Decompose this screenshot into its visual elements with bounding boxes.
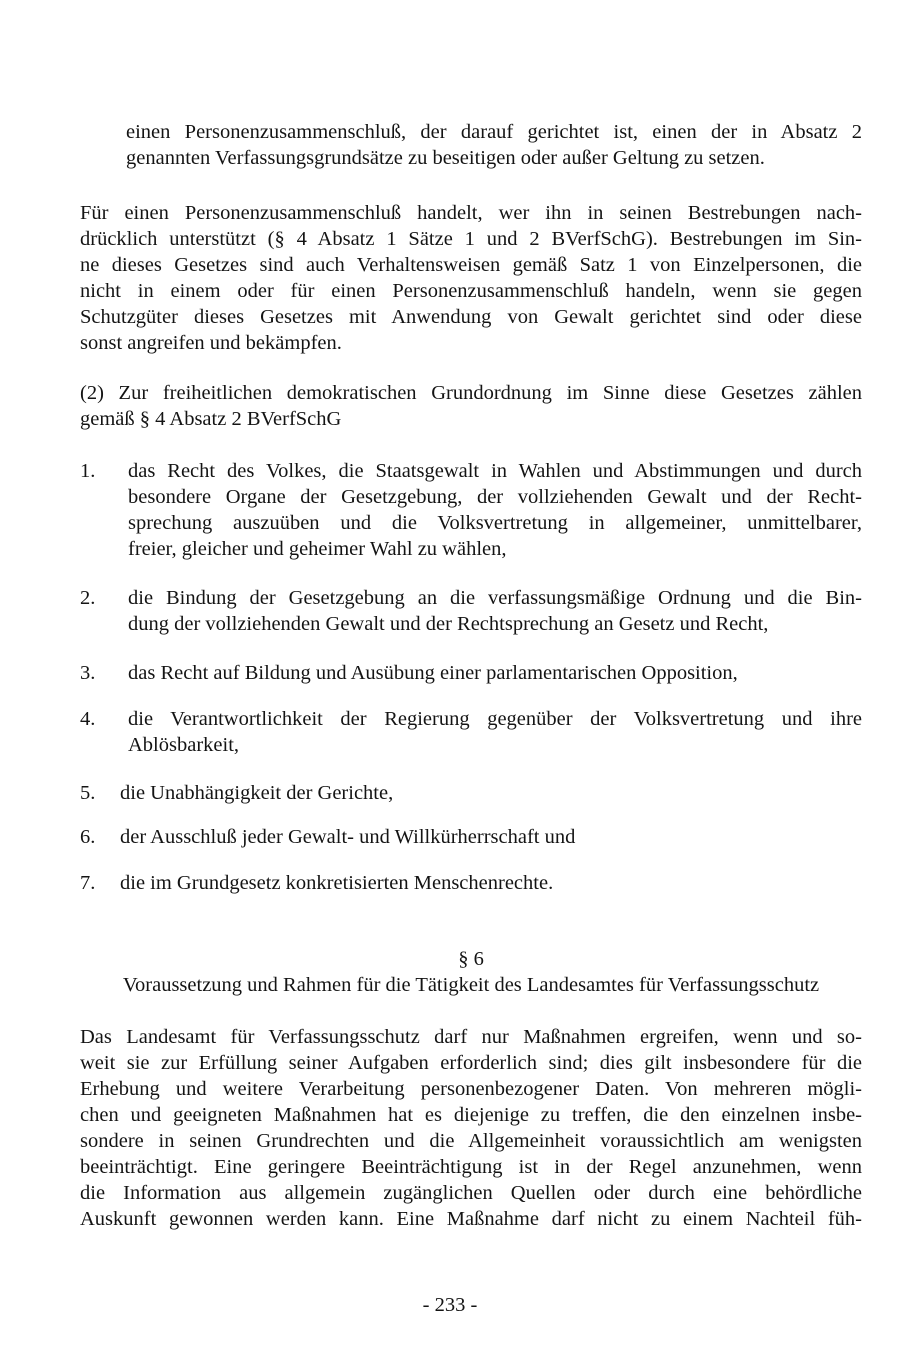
text-line: besondere Organe der Gesetzgebung, der vollziehenden Gewalt und der Recht- xyxy=(128,486,862,508)
text-line: Auskunft gewonnen werden kann. Eine Maßnahme darf nicht zu einem Nachteil füh- xyxy=(80,1208,862,1230)
text-line: sprechung auszuüben und die Volksvertretung in allgemeiner, unmittelbarer, xyxy=(128,512,862,534)
list-number: 7. xyxy=(80,872,96,894)
text-line: Das Landesamt für Verfassungsschutz darf nur Maßnahmen ergreifen, wenn und so- xyxy=(80,1026,862,1048)
text-line: der Ausschluß jeder Gewalt- und Willkürherrschaft und xyxy=(120,826,576,848)
text-line: weit sie zur Erfüllung seiner Aufgaben erforderlich sind; dies gilt insbesondere für die xyxy=(80,1052,862,1074)
list-text xyxy=(120,870,862,896)
list-number: 4. xyxy=(80,708,96,730)
text-line: das Recht des Volkes, die Staatsgewalt in Wahlen und Abstimmungen und durch xyxy=(128,460,862,482)
text-line: die Information aus allgemein zugänglichen Quellen oder durch eine behördliche xyxy=(80,1182,862,1204)
list-text xyxy=(128,585,862,637)
text-line: genannten Verfassungsgrundsätze zu beseitigen oder außer Geltung zu setzen. xyxy=(126,147,765,169)
text-line: ne dieses Gesetzes sind auch Verhaltensweisen gemäß Satz 1 von Einzelpersonen, die xyxy=(80,254,862,276)
text-line: beeinträchtigt. Eine geringere Beeinträchtigung ist in der Regel anzunehmen, wenn xyxy=(80,1156,862,1178)
text-line: die im Grundgesetz konkretisierten Menschenrechte. xyxy=(120,872,554,894)
paragraph-personenzusammenschluss xyxy=(80,200,862,356)
list-text xyxy=(128,706,862,758)
text-line: nicht in einem oder für einen Personenzusammenschluß handeln, wenn sie gegen xyxy=(80,280,862,302)
text-line: chen und geeigneten Maßnahmen hat es diejenige zu treffen, die den einzelnen insbe- xyxy=(80,1104,862,1126)
text-line: Erhebung und weitere Verarbeitung personenbezogener Daten. Von mehreren mögli- xyxy=(80,1078,862,1100)
text-line: Schutzgüter dieses Gesetzes mit Anwendung von Gewalt gerichtet sind oder diese xyxy=(80,306,862,328)
list-text xyxy=(128,458,862,562)
text-line: gemäß § 4 Absatz 2 BVerfSchG xyxy=(80,408,342,430)
text-line: (2) Zur freiheitlichen demokratischen Grundordnung im Sinne diese Gesetzes zählen xyxy=(80,382,862,404)
text-line: freier, gleicher und geheimer Wahl zu wählen, xyxy=(128,538,507,560)
list-text xyxy=(128,660,862,686)
text-line: Für einen Personenzusammenschluß handelt, wer ihn in seinen Bestrebungen nach- xyxy=(80,202,862,224)
text-line: Ablösbarkeit, xyxy=(128,734,240,756)
list-number: 6. xyxy=(80,826,96,848)
list-number: 3. xyxy=(80,662,96,684)
page-number: - 233 - xyxy=(422,1294,478,1316)
text-line: sonst angreifen und bekämpfen. xyxy=(80,332,342,354)
list-text xyxy=(120,780,862,806)
list-number: 5. xyxy=(80,782,96,804)
list-text xyxy=(120,824,862,850)
paragraph-section-6 xyxy=(80,1024,862,1232)
text-line: die Unabhängigkeit der Gerichte, xyxy=(120,782,394,804)
text-line: das Recht auf Bildung und Ausübung einer parlamentarischen Opposition, xyxy=(128,662,738,684)
list-number: 2. xyxy=(80,587,96,609)
intro-paragraph xyxy=(126,119,862,171)
list-number: 1. xyxy=(80,460,96,482)
text-line: die Bindung der Gesetzgebung an die verfassungsmäßige Ordnung und die Bin- xyxy=(128,587,862,609)
text-line: einen Personenzusammenschluß, der darauf gerichtet ist, einen der in Absatz 2 xyxy=(126,121,862,143)
text-line: sondere in seinen Grundrechten und die Allgemeinheit voraussichtlich am wenigsten xyxy=(80,1130,862,1152)
paragraph-absatz-2 xyxy=(80,380,862,432)
text-line: drücklich unterstützt (§ 4 Absatz 1 Sätze 1 und 2 BVerfSchG). Bestrebungen im Sin- xyxy=(80,228,862,250)
section-number: § 6 xyxy=(458,948,484,970)
section-title: Voraussetzung und Rahmen für die Tätigkeit des Landesamtes für Verfassungsschutz xyxy=(122,974,820,996)
text-line: dung der vollziehenden Gewalt und der Rechtsprechung an Gesetz und Recht, xyxy=(128,613,769,635)
text-line: die Verantwortlichkeit der Regierung gegenüber der Volksvertretung und ihre xyxy=(128,708,862,730)
